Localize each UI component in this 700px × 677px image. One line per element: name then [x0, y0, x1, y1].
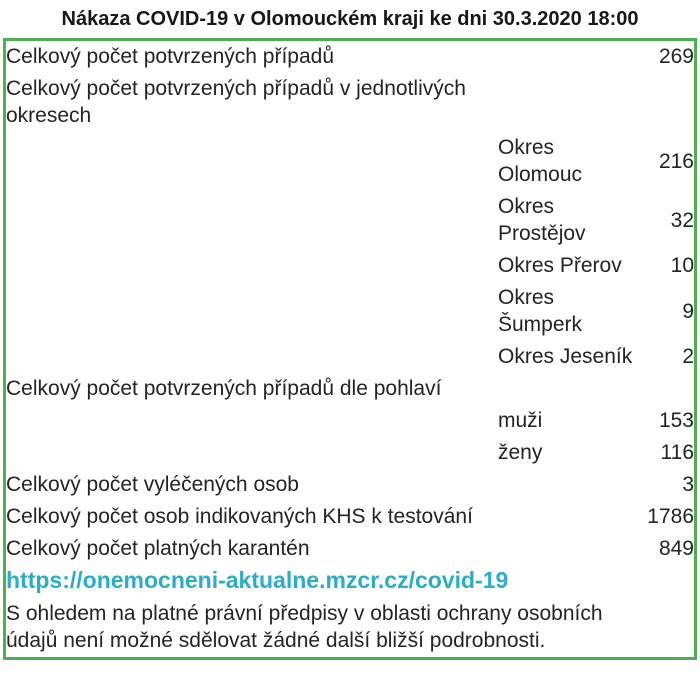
row-value: 269 [658, 45, 694, 68]
row-value: 216 [658, 149, 694, 173]
covid-stats-table [6, 41, 694, 657]
table-row [6, 250, 694, 282]
link-row [6, 565, 694, 598]
table-row [6, 132, 694, 191]
row-label: Celkový počet potvrzených případů [6, 45, 335, 68]
row-sublabel: muži [498, 409, 543, 432]
row-value: 3 [682, 473, 694, 496]
row-value: 153 [658, 409, 694, 432]
row-label: Celkový počet platných karantén [6, 537, 310, 560]
table-row [6, 437, 694, 469]
row-label [6, 437, 498, 469]
row-label [6, 282, 498, 341]
row-label: Celkový počet osob indikovaných KHS k testování [6, 505, 473, 528]
row-value [639, 73, 694, 132]
privacy-note: S ohledem na platné právní předpisy v oblasti ochrany osobních údajů není možné sdělovat žádné další bližší podrobnosti. [6, 602, 603, 652]
table-row [6, 282, 694, 341]
table-row [6, 405, 694, 437]
row-sublabel: Okres Šumperk [498, 286, 583, 336]
row-sublabel: Okres Prostějov [498, 195, 586, 245]
row-sublabel: Okres Olomouc [498, 136, 583, 186]
row-value: 116 [660, 441, 694, 464]
row-value: 32 [670, 208, 694, 232]
row-value: 9 [682, 299, 694, 323]
row-sublabel [498, 469, 639, 501]
row-label [6, 132, 498, 191]
table-row [6, 191, 694, 250]
covid-stats-box [3, 38, 697, 660]
table-row [6, 373, 694, 405]
row-label [6, 341, 498, 373]
table-row [6, 469, 694, 501]
row-label: Celkový počet vyléčených osob [6, 473, 299, 496]
row-sublabel [498, 373, 639, 405]
row-sublabel: Okres Přerov [498, 254, 622, 277]
row-label: Celkový počet potvrzených případů dle pohlaví [6, 377, 442, 400]
row-value: 10 [670, 254, 694, 277]
table-row [6, 341, 694, 373]
row-sublabel [498, 73, 639, 132]
row-sublabel: ženy [498, 441, 543, 464]
table-row [6, 533, 694, 565]
table-row [6, 41, 694, 73]
row-value [639, 373, 694, 405]
row-value: 2 [682, 345, 694, 368]
row-label [6, 250, 498, 282]
row-label [6, 191, 498, 250]
row-sublabel: Okres Jeseník [498, 345, 633, 368]
table-row [6, 73, 694, 132]
row-sublabel [498, 41, 639, 73]
row-value: 1786 [647, 505, 694, 528]
row-sublabel [498, 501, 639, 533]
row-value: 849 [658, 537, 694, 560]
row-label [6, 405, 498, 437]
page-title: Nákaza COVID-19 v Olomouckém kraji ke dni 30.3.2020 18:00 [61, 8, 639, 30]
table-row [6, 501, 694, 533]
note-row [6, 598, 694, 657]
row-sublabel [498, 533, 639, 565]
covid-info-link[interactable]: https://onemocneni-aktualne.mzcr.cz/covid-19 [6, 567, 509, 593]
row-label: Celkový počet potvrzených případů v jednotlivých okresech [6, 77, 466, 127]
